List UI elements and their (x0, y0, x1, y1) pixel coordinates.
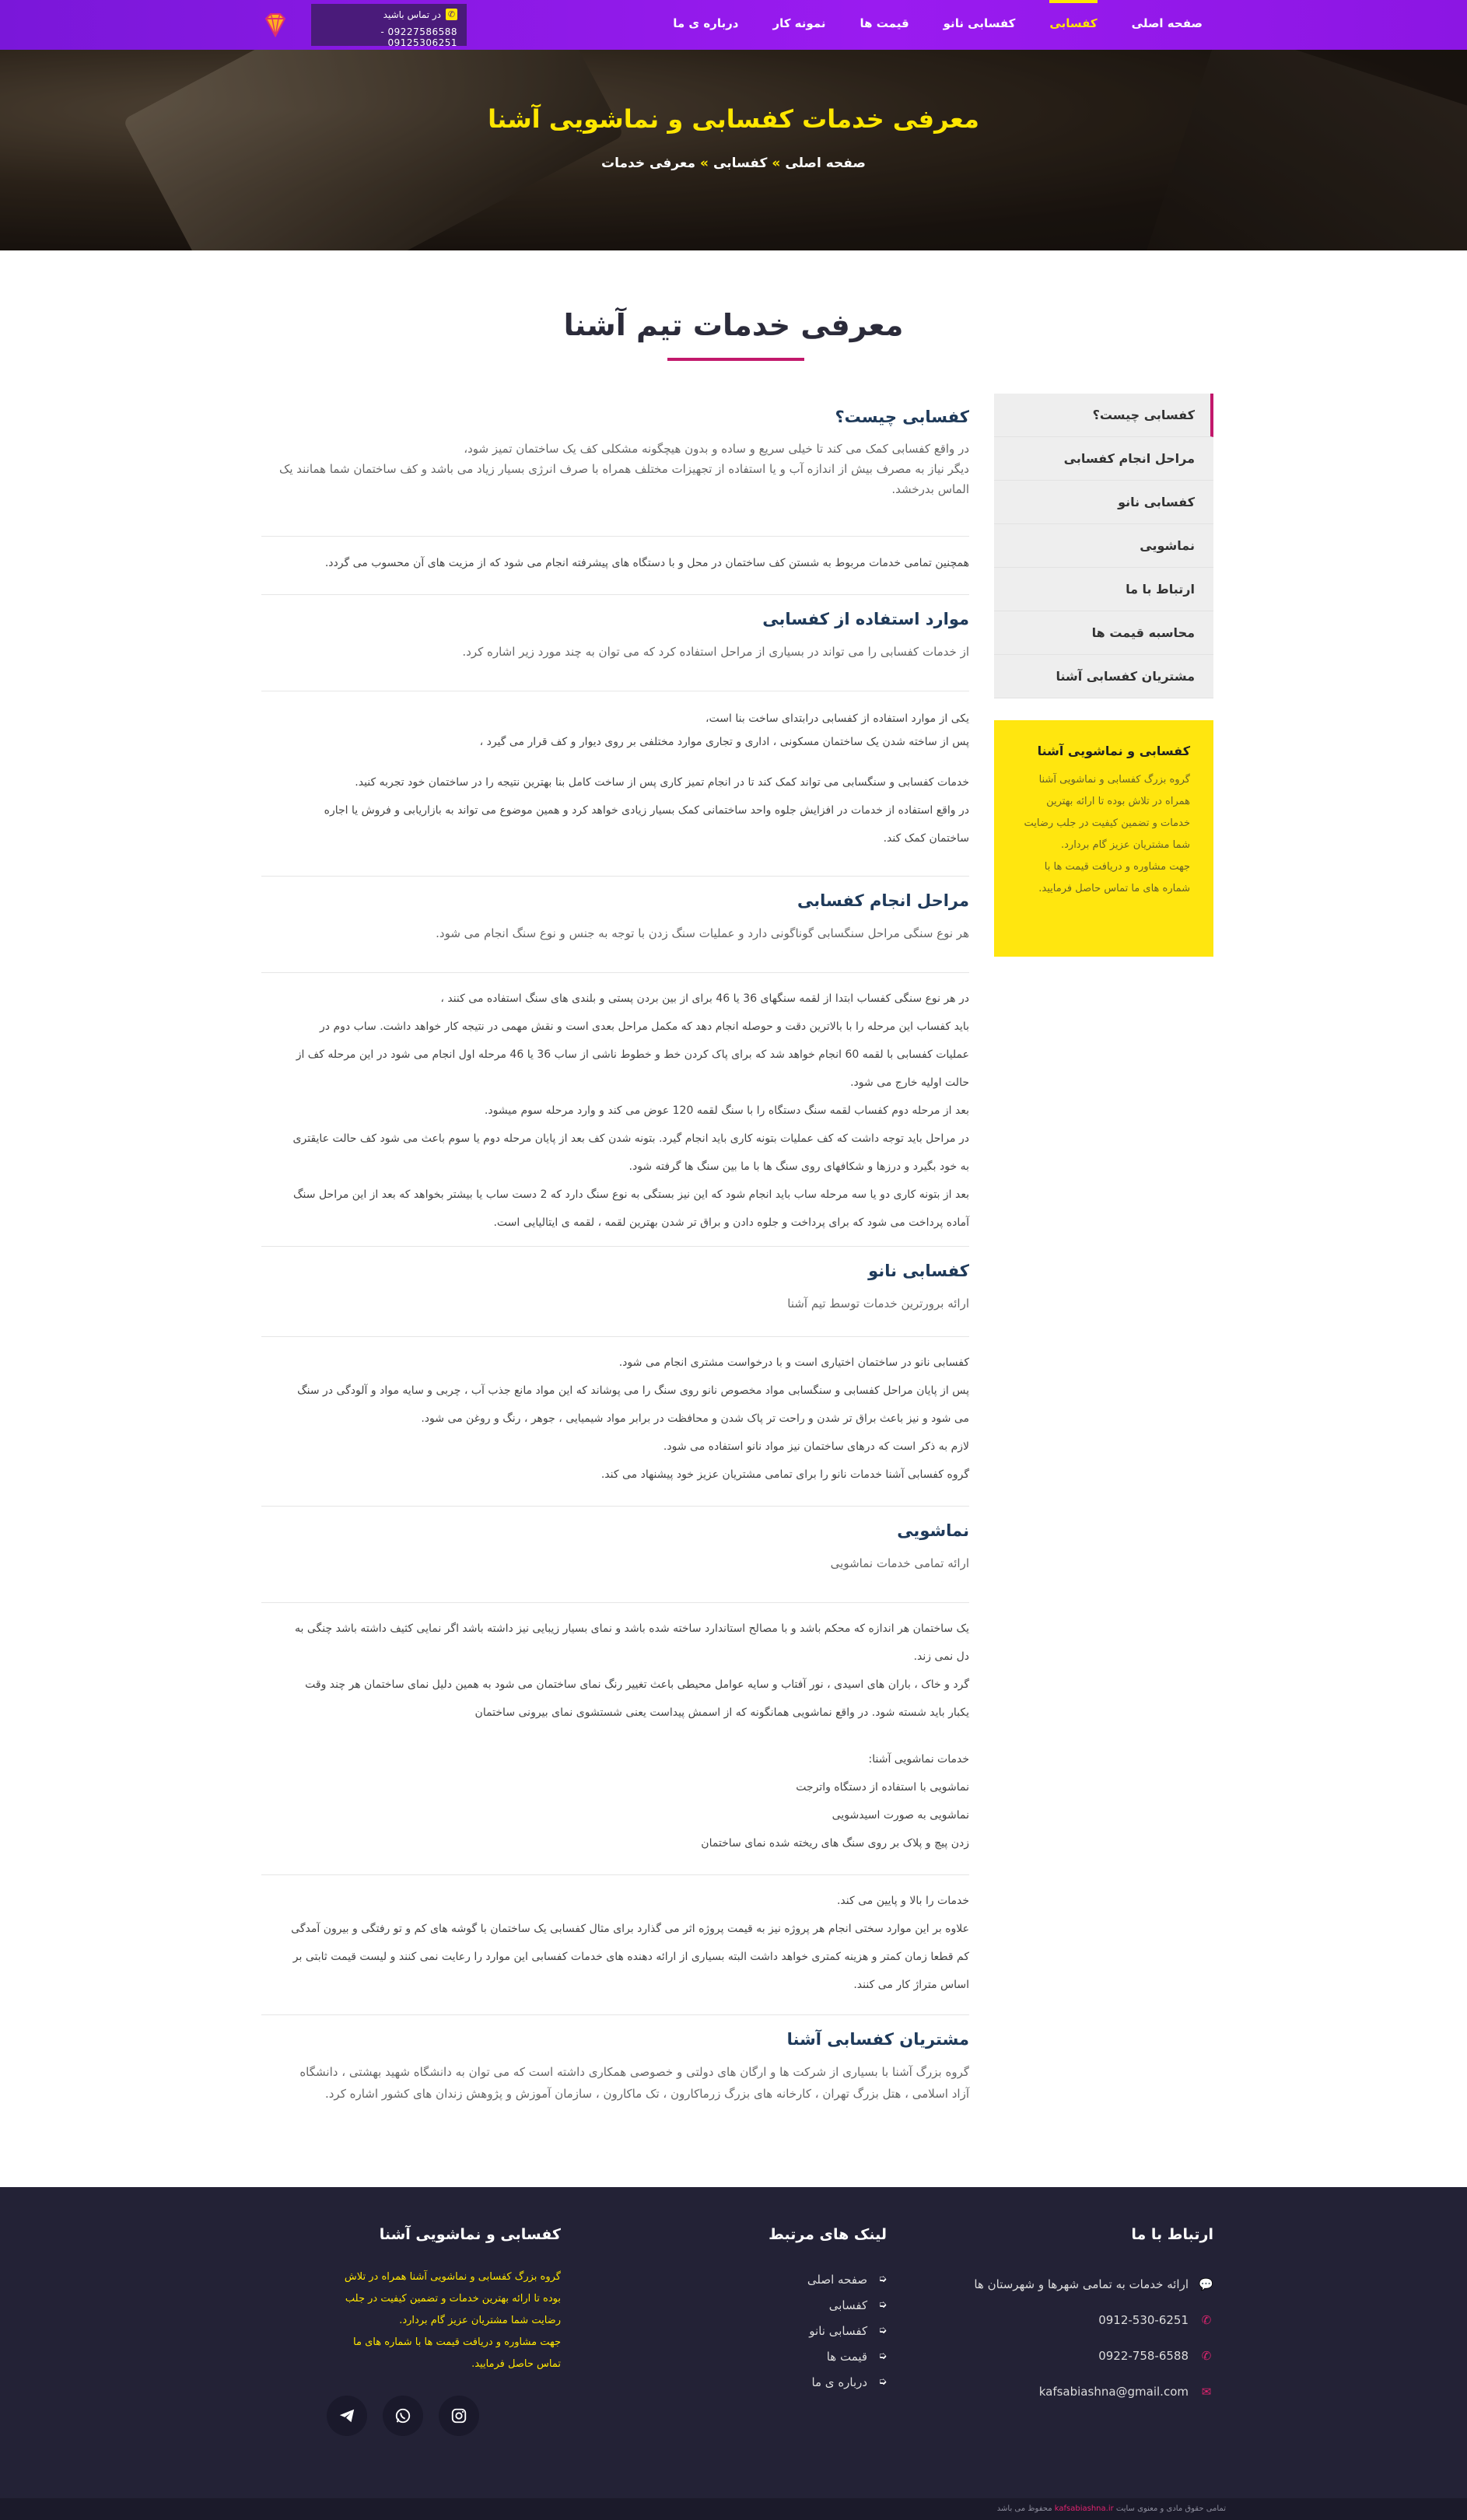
section-title-underline (667, 358, 804, 361)
footer-links (731, 2226, 887, 2395)
text-line: آماده پرداخت می شود که برای پرداخت و جلوه دادن و براق تر شدن بهترین لقمه ، لقمه ی ایتالیایی است. (493, 1216, 969, 1229)
text-line: گروه کفسابی آشنا خدمات نانو را برای تمامی مشتریان عزیز خود پیشنهاد می کند. (600, 1468, 969, 1481)
footer-link-label[interactable]: صفحه اصلی (807, 2272, 868, 2287)
section-uses (261, 610, 969, 663)
heading-customers: مشتریان کفسابی آشنا (786, 2030, 969, 2049)
hero-overlay (0, 50, 1467, 250)
divider (261, 1506, 969, 1507)
sidebar-info-title: کفسابی و نماشویی آشنا (1037, 744, 1190, 758)
hero-banner (0, 50, 1467, 250)
text-line: گروه بزرگ آشنا با بسیاری از شرکت ها و ارگان های دولتی و خصوصی همکاری داشته است که می توان به دانشگاه شهید بهشتی ، دانشگاه (299, 2065, 969, 2079)
copyright-site-link[interactable]: kafsabiashna.ir (1054, 2504, 1114, 2513)
what-extra (261, 549, 969, 577)
section-customers (261, 2030, 969, 2105)
sidebar-info-text: گروه بزرگ کفسابی و نماشویی آشنا همراه در تلاش بوده تا ارائه بهترین خدمات و تضمین کیفیت در جلب رضایت شما مشتریان عزیز گام بردارد. (1024, 774, 1190, 851)
chat-icon: 💬 (1199, 2277, 1213, 2291)
text-line: خدمات کفسابی و سنگسابی می تواند کمک کند تا در انجام تمیز کاری پس از ساخت کامل بنا بهترین نتیجه را در ساختمان خود تجربه کنید. (355, 776, 969, 789)
link-arrow-icon: ➭ (878, 2376, 887, 2388)
divider (261, 1336, 969, 1337)
text-line: خدمات را بالا و پایین می کند. (836, 1895, 969, 1907)
divider (261, 1246, 969, 1247)
text-line: بعد از مرحله دوم کفساب لقمه سنگ دستگاه را با سنگ لقمه 120 عوض می کند و وارد مرحله سوم میشود. (484, 1104, 969, 1117)
copyright-text: محفوظ می باشد (996, 2504, 1052, 2513)
heading-uses: موارد استفاده از کفسابی (762, 610, 969, 628)
footer (0, 2187, 1467, 2498)
text-line: در مراحل باید توجه داشت که کف عملیات بتونه کاری باید انجام گیرد. بتونه شدن کف بعد از پایان مرحله دوم یا سوم باعث می شود کف حالت عایقتری (292, 1132, 969, 1145)
sidebar-info-box (994, 720, 1213, 957)
breadcrumb-separator: » (700, 156, 709, 171)
contact-title: در تماس باشید (383, 9, 441, 20)
breadcrumb-current: معرفی خدمات (601, 156, 696, 171)
lead-text: هر نوع سنگی مراحل سنگسابی گوناگونی دارد و عملیات سنگ زدن با توجه به جنس و نوع سنگ انجام می شود. (436, 926, 969, 940)
footer-link[interactable] (731, 2266, 887, 2292)
text-line: آزاد اسلامی ، هتل بزرگ تهران ، کارخانه های بزرگ زرماکارون ، تک ماکارون ، سازمان آموزش و پژوهش زندان های کشور اشاره کرد. (324, 2087, 969, 2101)
wash-body (261, 1615, 969, 1857)
main-nav (673, 0, 1203, 50)
top-nav-bar (0, 0, 1467, 50)
pricing-body (261, 1887, 969, 1999)
footer-about-text: جهت مشاوره و دریافت قیمت ها با شماره های ما تماس حاصل فرمایید. (353, 2336, 561, 2370)
sidebar-item-prices[interactable]: محاسبه قیمت ها (994, 611, 1213, 655)
section-nano (261, 1262, 969, 1314)
nav-kafsabi[interactable]: کفسابی (1049, 0, 1097, 50)
sidebar-item-customers[interactable]: مشتریان کفسابی آشنا (994, 655, 1213, 698)
text-line: کفسابی نانو در ساختمان اختیاری است و با درخواست مشتری انجام می شود. (618, 1356, 969, 1369)
heading-what: کفسابی چیست؟ (835, 408, 969, 426)
footer-link[interactable] (731, 2369, 887, 2395)
section-steps (261, 891, 969, 944)
divider (261, 2014, 969, 2015)
sidebar-item-what[interactable]: کفسابی چیست؟ (994, 394, 1213, 437)
whatsapp-icon[interactable] (383, 2396, 423, 2436)
text-line: الماس بدرخشد. (891, 482, 969, 496)
lead-text: ارائه برورترین خدمات توسط تیم آشنا (787, 1297, 969, 1311)
section-what (261, 408, 969, 499)
contact-phones: 09227586588 - 09125306251 (380, 26, 457, 48)
steps-body (261, 985, 969, 1237)
footer-link-label[interactable]: درباره ی ما (811, 2375, 868, 2389)
lead-text: از خدمات کفسابی را می تواند در بسیاری از مراحل استفاده کرد که می توان به چند مورد زیر اشاره کرد. (462, 645, 969, 659)
text-line: در واقع استفاده از خدمات در افزایش جلوه واحد ساختمانی کمک بسیار زیادی خواهد کرد و همین موضوع می تواند به بازاریابی و فروش یا اجاره (324, 804, 969, 817)
text-line: یکی از موارد استفاده از کفسابی درابتدای ساخت بنا است، (705, 712, 969, 725)
footer-contact-row (957, 2266, 1213, 2302)
footer-about-title: کفسابی و نماشویی آشنا (379, 2226, 561, 2243)
text-line: می شود و نیز باعث براق تر شدن و راحت تر پاک شدن و محافظت در برابر مواد شیمیایی ، جوهر ، رنگ و روغن می شود. (421, 1412, 969, 1425)
link-arrow-icon: ➭ (878, 2325, 887, 2336)
copyright-text: تمامی حقوق مادی و معنوی سایت (1115, 2504, 1226, 2513)
nav-portfolio[interactable]: نمونه کار (772, 16, 826, 30)
footer-about-text: گروه بزرگ کفسابی و نماشویی آشنا همراه در تلاش بوده تا ارائه بهترین خدمات و تضمین کیفیت در جلب رضایت شما مشتریان عزیز گام بردارد. (344, 2271, 561, 2326)
link-arrow-icon: ➭ (878, 2350, 887, 2362)
link-arrow-icon: ➭ (878, 2273, 887, 2285)
text-line: پس از ساخته شدن یک ساختمان مسکونی ، اداری و تجاری موارد مختلفی بر روی دیوار و کف قرار می گیرد ، (479, 736, 969, 748)
email-icon: ✉ (1201, 2385, 1212, 2399)
divider (261, 536, 969, 537)
footer-about (327, 2226, 561, 2375)
section-title: معرفی خدمات تیم آشنا (563, 308, 904, 342)
text-line: لازم به ذکر است که درهای ساختمان نیز مواد نانو استفاده می شود. (663, 1440, 969, 1453)
footer-link-label[interactable]: کفسابی نانو (809, 2323, 868, 2338)
heading-steps: مراحل انجام کفسابی (797, 891, 969, 910)
footer-contact-row[interactable] (957, 2302, 1213, 2338)
footer-email[interactable]: kafsabiashna@gmail.com (1038, 2385, 1189, 2399)
footer-contact-title: ارتباط با ما (1131, 2226, 1213, 2243)
heading-nano: کفسابی نانو (868, 1262, 969, 1280)
breadcrumb-home[interactable]: صفحه اصلی (785, 156, 866, 171)
social-links (327, 2396, 479, 2436)
header-contact-box (311, 4, 467, 46)
nano-body (261, 1349, 969, 1489)
text-line: یک ساختمان هر اندازه که محکم باشد و با مصالح استاندارد ساخته شده باشد و نمای بسیار زیبایی نیز داشته باشد اگر نمایی کثیف داشته باشد چنگی به (295, 1622, 969, 1635)
telegram-icon[interactable] (327, 2396, 367, 2436)
footer-contact-text: ارائه خدمات به تمامی شهرها و شهرستان ها (974, 2277, 1189, 2291)
footer-link[interactable] (731, 2318, 887, 2343)
divider (261, 876, 969, 877)
phone-icon: ✆ (446, 9, 457, 20)
diamond-logo-icon[interactable] (261, 11, 289, 39)
nav-about[interactable]: درباره ی ما (673, 16, 739, 30)
footer-contact (957, 2226, 1213, 2410)
footer-phone-2[interactable]: 0922-758-6588 (1098, 2349, 1189, 2363)
text-line: عملیات کفسابی با لقمه 60 انجام خواهد شد که برای پاک کردن خط و خطوط ناشی از ساب 36 یا 46 مرحله اول انجام می شود در این مرحله کف از (296, 1048, 969, 1061)
text-line: زدن پیچ و پلاک بر روی سنگ های ریخته شده نمای ساختمان (701, 1837, 969, 1850)
divider (261, 972, 969, 973)
text-line: به خود بگیرد و درزها و شکافهای روی سنگ ها با ما بین سنگ ها گرفته شود. (628, 1160, 969, 1173)
text-line: باید کفساب این مرحله را با بالاترین دقت و حوصله انجام دهد که مکمل مراحل بعدی است و نقش مهمی در نتیجه کار خواهد داشت. ساب دوم در (320, 1020, 969, 1033)
footer-link-label[interactable]: کفسابی (828, 2298, 868, 2312)
text-line: گرد و خاک ، باران های اسیدی ، نور آفتاب و سایه عوامل محیطی باعث تغییر رنگ نمای ساختمان می شود به همین دلیل نمای ساختمان هر چند وقت (305, 1678, 969, 1691)
text-line: همچنین تمامی خدمات مربوط به شستن کف ساختمان در محل و با دستگاه های پیشرفته انجام می شود که از مزیت های آن محسوب می گردد. (324, 557, 969, 569)
text-line: نماشویی به صورت اسیدشویی (832, 1809, 969, 1822)
footer-contact-row[interactable] (957, 2374, 1213, 2410)
text-line: حالت اولیه خارج می شود. (850, 1076, 969, 1089)
text-line: بعد از بتونه کاری دو یا سه مرحله ساب باید انجام شود که این نیز بستگی به نوع سنگ دارد که 2 دست ساب یا بیشتر بخواهد که بعد از این مراحل سنگ (293, 1188, 969, 1201)
text-line: دیگر نیاز به مصرف بیش از اندازه آب و یا استفاده از تجهیزات مختلف همراه با صرف انرژی بسیار زیاد می باشد و کف ساختمان شما همانند یک (278, 462, 969, 476)
text-line: در هر نوع سنگی کفساب ابتدا از لقمه سنگهای 36 یا 46 برای از بین بردن پستی و بلندی های سنگ استفاده می کنند ، (440, 992, 969, 1005)
text-line: ساختمان کمک کند. (883, 832, 969, 845)
nav-home[interactable]: صفحه اصلی (1131, 16, 1203, 30)
divider (261, 594, 969, 595)
nav-prices[interactable]: قیمت ها (860, 16, 909, 30)
text-line: دل نمی زند. (913, 1650, 969, 1663)
sidebar-item-wash[interactable]: نماشویی (994, 524, 1213, 568)
hero-title: معرفی خدمات کفسابی و نماشویی آشنا (488, 104, 979, 134)
footer-links-title: لینک های مرتبط (769, 2226, 887, 2243)
text-line: اساس متراژ کار می کنند. (853, 1979, 969, 1991)
footer-phone-1[interactable]: 0912-530-6251 (1098, 2313, 1189, 2327)
text-line: نماشویی با استفاده از دستگاه واترجت (796, 1781, 969, 1794)
sidebar-item-contact[interactable]: ارتباط با ما (994, 568, 1213, 611)
phone-icon: ✆ (1201, 2349, 1212, 2363)
sidebar-menu (994, 394, 1213, 698)
footer-link[interactable] (731, 2343, 887, 2369)
copyright-bar (0, 2498, 1467, 2520)
lead-text: ارائه تمامی خدمات نماشویی (830, 1556, 969, 1570)
footer-link[interactable] (731, 2292, 887, 2318)
breadcrumb-separator: » (772, 156, 781, 171)
breadcrumb-kafsabi[interactable]: کفسابی (713, 156, 768, 171)
text-line: کم قطعا زمان کمتر و هزینه کمتری خواهد داشت البته بسیاری از ارائه دهنده های خدمات کفسابی این موارد را رعایت نمی کنند و لیست قیمت ثابتی بر (292, 1951, 969, 1963)
instagram-icon[interactable] (439, 2396, 479, 2436)
breadcrumb (0, 156, 1467, 171)
text-line: یکبار باید شسته شود. در واقع نماشویی همانگونه که از اسمش پیداست یعنی شستشوی نمای بیرونی ساختمان (474, 1706, 969, 1719)
sidebar-item-steps[interactable]: مراحل انجام کفسابی (994, 437, 1213, 481)
text-line: پس از پایان مراحل کفسابی و سنگسابی مواد مخصوص نانو روی سنگ را می پوشاند که این مواد مانع جذب آب ، چربی و سایه مواد و آلودگی در سنگ (297, 1384, 969, 1397)
footer-link-label[interactable]: قیمت ها (826, 2349, 868, 2364)
sidebar-item-nano[interactable]: کفسابی نانو (994, 481, 1213, 524)
link-arrow-icon: ➭ (878, 2299, 887, 2311)
text-line: در واقع کفسابی کمک می کند تا خیلی سریع و ساده و بدون هیچگونه مشکلی کف یک ساختمان تمیز شود، (464, 442, 969, 456)
sidebar-info-text: جهت مشاوره و دریافت قیمت ها با شماره های ما تماس حاصل فرمایید. (1038, 861, 1190, 894)
nav-nano[interactable]: کفسابی نانو (943, 16, 1016, 30)
divider (261, 1602, 969, 1603)
phone-icon: ✆ (1201, 2313, 1212, 2327)
footer-contact-row[interactable] (957, 2338, 1213, 2374)
uses-body (261, 705, 969, 852)
section-wash (261, 1521, 969, 1574)
heading-wash: نماشویی (897, 1521, 969, 1540)
text-line: خدمات نماشویی آشنا: (868, 1753, 969, 1766)
text-line: علاوه بر این موارد سختی انجام هر پروژه نیز به قیمت پروژه اثر می گذارد برای مثال کفسابی یک ساختمان با گوشه های کم و تو رفتگی و بیرون آمدگی (291, 1923, 969, 1935)
divider (261, 1874, 969, 1875)
